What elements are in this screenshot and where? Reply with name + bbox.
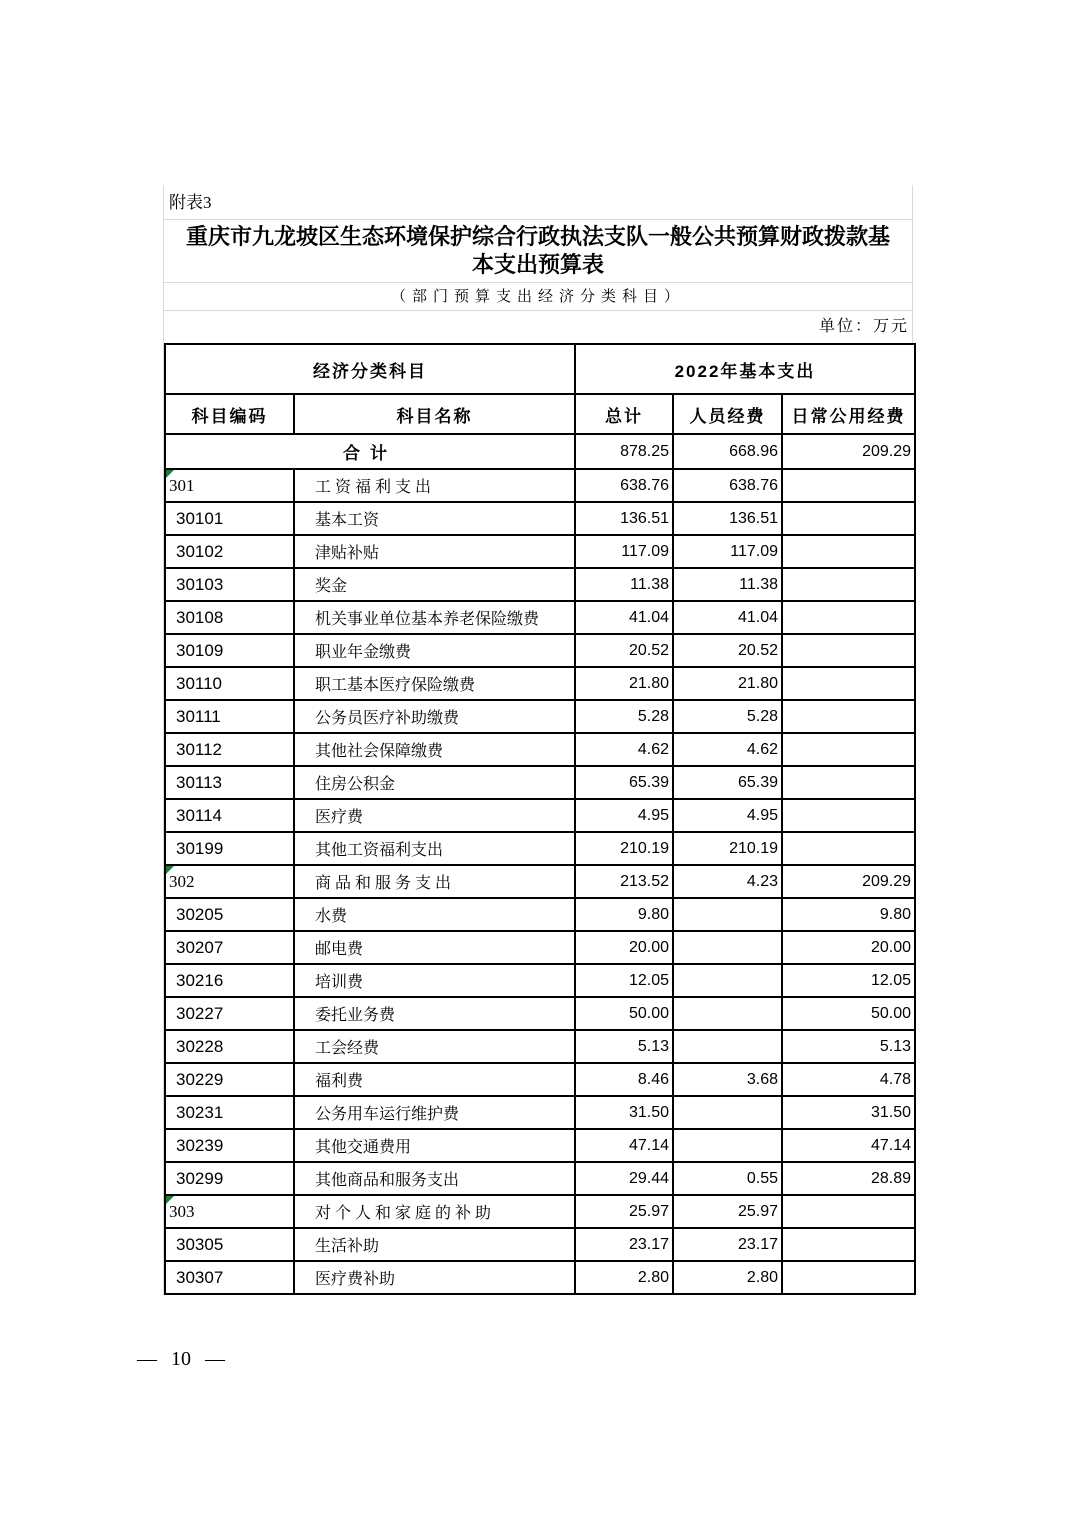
daily-public-funds-cell: [782, 1261, 915, 1294]
daily-public-funds-cell: 12.05: [782, 964, 915, 997]
subject-code-cell: 30239: [165, 1129, 294, 1162]
personnel-funds-cell: [673, 931, 782, 964]
table-row: [165, 1129, 915, 1162]
subject-code-cell: 30114: [165, 799, 294, 832]
subject-name-cell: 职工基本医疗保险缴费: [294, 667, 575, 700]
grand-total-row: [165, 434, 915, 469]
table-row: [165, 766, 915, 799]
daily-public-funds-cell: 209.29: [782, 865, 915, 898]
subject-name-cell: 基本工资: [294, 502, 575, 535]
column-header-subject-code: 科目编码: [165, 394, 294, 434]
subject-code-cell: 30216: [165, 964, 294, 997]
subject-code-cell: 301: [165, 469, 294, 502]
table-row: [165, 1096, 915, 1129]
daily-public-funds-cell: [782, 634, 915, 667]
personnel-funds-cell: 117.09: [673, 535, 782, 568]
excel-flag-triangle-icon: [166, 866, 174, 874]
total-cell: 47.14: [575, 1129, 673, 1162]
table-row: [165, 997, 915, 1030]
budget-table-header: [165, 344, 915, 434]
total-cell: 117.09: [575, 535, 673, 568]
subject-name-cell: 其他商品和服务支出: [294, 1162, 575, 1195]
table-row: [165, 634, 915, 667]
personnel-funds-cell: 4.62: [673, 733, 782, 766]
daily-public-funds-cell: [782, 667, 915, 700]
subject-code-cell: 30103: [165, 568, 294, 601]
total-cell: 9.80: [575, 898, 673, 931]
header-2022-basic-expenditure: 2022年基本支出: [575, 344, 915, 394]
daily-public-funds-cell: [782, 568, 915, 601]
subject-code-cell: 30111: [165, 700, 294, 733]
total-cell: 213.52: [575, 865, 673, 898]
total-cell: 4.62: [575, 733, 673, 766]
personnel-funds-cell: 638.76: [673, 469, 782, 502]
subject-name-cell: 医疗费补助: [294, 1261, 575, 1294]
subject-name-cell: 津贴补贴: [294, 535, 575, 568]
subject-name-cell: 奖金: [294, 568, 575, 601]
subject-name-cell: 生活补助: [294, 1228, 575, 1261]
personnel-funds-cell: 65.39: [673, 766, 782, 799]
grand-total-label: 合计: [165, 434, 575, 469]
personnel-funds-cell: [673, 997, 782, 1030]
daily-public-funds-cell: [782, 1195, 915, 1228]
subject-name-cell: 机关事业单位基本养老保险缴费: [294, 601, 575, 634]
total-cell: 50.00: [575, 997, 673, 1030]
subject-code-cell: 30112: [165, 733, 294, 766]
subject-name-cell: 商品和服务支出: [294, 865, 575, 898]
subject-code-cell: 30205: [165, 898, 294, 931]
subject-name-cell: 对个人和家庭的补助: [294, 1195, 575, 1228]
daily-public-funds-cell: 20.00: [782, 931, 915, 964]
daily-public-funds-cell: [782, 766, 915, 799]
subject-name-cell: 委托业务费: [294, 997, 575, 1030]
attachment-label: 附表3: [164, 185, 912, 220]
personnel-funds-cell: 23.17: [673, 1228, 782, 1261]
subject-code-cell: 30229: [165, 1063, 294, 1096]
subject-code-cell: 30305: [165, 1228, 294, 1261]
personnel-funds-cell: 4.95: [673, 799, 782, 832]
total-cell: 8.46: [575, 1063, 673, 1096]
personnel-funds-cell: 21.80: [673, 667, 782, 700]
daily-public-funds-cell: [782, 1228, 915, 1261]
excel-flag-triangle-icon: [166, 1196, 174, 1204]
daily-public-funds-cell: 9.80: [782, 898, 915, 931]
total-cell: 20.00: [575, 931, 673, 964]
budget-table-body: [165, 434, 915, 1294]
personnel-funds-cell: [673, 1096, 782, 1129]
daily-public-funds-cell: [782, 601, 915, 634]
table-row: [165, 832, 915, 865]
personnel-funds-cell: 0.55: [673, 1162, 782, 1195]
daily-public-funds-cell: [782, 733, 915, 766]
daily-public-funds-cell: [782, 502, 915, 535]
section-row: [165, 469, 915, 502]
total-cell: 5.28: [575, 700, 673, 733]
table-row: [165, 733, 915, 766]
total-cell: 65.39: [575, 766, 673, 799]
table-row: [165, 799, 915, 832]
page-title: 重庆市九龙坡区生态环境保护综合行政执法支队一般公共预算财政拨款基本支出预算表: [164, 220, 912, 283]
total-cell: 4.95: [575, 799, 673, 832]
total-cell: 5.13: [575, 1030, 673, 1063]
total-cell: 2.80: [575, 1261, 673, 1294]
total-cell: 136.51: [575, 502, 673, 535]
table-row: [165, 667, 915, 700]
total-cell: 11.38: [575, 568, 673, 601]
daily-public-funds-cell: 4.78: [782, 1063, 915, 1096]
subject-name-cell: 其他交通费用: [294, 1129, 575, 1162]
daily-public-funds-cell: [782, 535, 915, 568]
total-cell: 25.97: [575, 1195, 673, 1228]
table-row: [165, 535, 915, 568]
table-row: [165, 700, 915, 733]
page-number-right-dash: —: [205, 1348, 225, 1370]
budget-table: [164, 343, 916, 1295]
table-row: [165, 1228, 915, 1261]
personnel-funds-cell: [673, 1030, 782, 1063]
column-header-total: 总计: [575, 394, 673, 434]
total-cell: 20.52: [575, 634, 673, 667]
subject-name-cell: 医疗费: [294, 799, 575, 832]
personnel-funds-cell: 2.80: [673, 1261, 782, 1294]
subject-name-cell: 邮电费: [294, 931, 575, 964]
total-cell: 31.50: [575, 1096, 673, 1129]
header-columns-row: [165, 394, 915, 434]
daily-public-funds-cell: 28.89: [782, 1162, 915, 1195]
grand-total-daily-cell: 209.29: [782, 434, 915, 469]
subject-code-cell: 30227: [165, 997, 294, 1030]
section-row: [165, 865, 915, 898]
daily-public-funds-cell: 5.13: [782, 1030, 915, 1063]
subject-code-cell: 30113: [165, 766, 294, 799]
page-number-value: 10: [171, 1348, 191, 1370]
total-cell: 21.80: [575, 667, 673, 700]
personnel-funds-cell: 11.38: [673, 568, 782, 601]
document-content-block: [163, 185, 913, 1295]
daily-public-funds-cell: 31.50: [782, 1096, 915, 1129]
subject-name-cell: 工资福利支出: [294, 469, 575, 502]
total-cell: 638.76: [575, 469, 673, 502]
total-cell: 210.19: [575, 832, 673, 865]
personnel-funds-cell: 5.28: [673, 700, 782, 733]
excel-flag-triangle-icon: [166, 470, 174, 478]
personnel-funds-cell: 20.52: [673, 634, 782, 667]
total-cell: 12.05: [575, 964, 673, 997]
grand-total-total-cell: 878.25: [575, 434, 673, 469]
header-economic-classification: 经济分类科目: [165, 344, 575, 394]
table-row: [165, 898, 915, 931]
total-cell: 41.04: [575, 601, 673, 634]
unit-label: 单位：万元: [818, 318, 909, 335]
personnel-funds-cell: 210.19: [673, 832, 782, 865]
table-row: [165, 1030, 915, 1063]
subject-code-cell: 30109: [165, 634, 294, 667]
page-number: [137, 1348, 225, 1371]
grand-total-personnel-cell: 668.96: [673, 434, 782, 469]
header-group-row: [165, 344, 915, 394]
daily-public-funds-cell: 50.00: [782, 997, 915, 1030]
subject-code-cell: 302: [165, 865, 294, 898]
table-row: [165, 1162, 915, 1195]
daily-public-funds-cell: [782, 832, 915, 865]
subject-name-cell: 水费: [294, 898, 575, 931]
column-header-personnel-funds: 人员经费: [673, 394, 782, 434]
total-cell: 29.44: [575, 1162, 673, 1195]
personnel-funds-cell: 4.23: [673, 865, 782, 898]
personnel-funds-cell: 41.04: [673, 601, 782, 634]
subject-name-cell: 工会经费: [294, 1030, 575, 1063]
subject-code-cell: 30307: [165, 1261, 294, 1294]
subject-name-cell: 其他工资福利支出: [294, 832, 575, 865]
page-number-left-dash: —: [137, 1348, 157, 1370]
subject-code-cell: 303: [165, 1195, 294, 1228]
subject-name-cell: 其他社会保障缴费: [294, 733, 575, 766]
section-row: [165, 1195, 915, 1228]
subject-code-cell: 30110: [165, 667, 294, 700]
table-row: [165, 964, 915, 997]
table-row: [165, 1261, 915, 1294]
subject-code-cell: 30108: [165, 601, 294, 634]
subject-name-cell: 公务员医疗补助缴费: [294, 700, 575, 733]
column-header-subject-name: 科目名称: [294, 394, 575, 434]
personnel-funds-cell: [673, 898, 782, 931]
subject-name-cell: 住房公积金: [294, 766, 575, 799]
subject-name-cell: 培训费: [294, 964, 575, 997]
table-row: [165, 931, 915, 964]
subject-code-cell: 30207: [165, 931, 294, 964]
subject-code-cell: 30228: [165, 1030, 294, 1063]
daily-public-funds-cell: 47.14: [782, 1129, 915, 1162]
subject-name-cell: 职业年金缴费: [294, 634, 575, 667]
daily-public-funds-cell: [782, 799, 915, 832]
table-row: [165, 502, 915, 535]
subject-code-cell: 30231: [165, 1096, 294, 1129]
subject-code-cell: 30299: [165, 1162, 294, 1195]
personnel-funds-cell: [673, 1129, 782, 1162]
table-row: [165, 601, 915, 634]
personnel-funds-cell: 3.68: [673, 1063, 782, 1096]
table-row: [165, 568, 915, 601]
subject-name-cell: 福利费: [294, 1063, 575, 1096]
total-cell: 23.17: [575, 1228, 673, 1261]
personnel-funds-cell: 136.51: [673, 502, 782, 535]
subject-code-cell: 30101: [165, 502, 294, 535]
subject-name-cell: 公务用车运行维护费: [294, 1096, 575, 1129]
personnel-funds-cell: 25.97: [673, 1195, 782, 1228]
daily-public-funds-cell: [782, 469, 915, 502]
personnel-funds-cell: [673, 964, 782, 997]
column-header-daily-public-funds: 日常公用经费: [782, 394, 915, 434]
subject-code-cell: 30199: [165, 832, 294, 865]
subject-code-cell: 30102: [165, 535, 294, 568]
table-row: [165, 1063, 915, 1096]
daily-public-funds-cell: [782, 700, 915, 733]
page-subtitle: （部门预算支出经济分类科目）: [164, 283, 912, 311]
